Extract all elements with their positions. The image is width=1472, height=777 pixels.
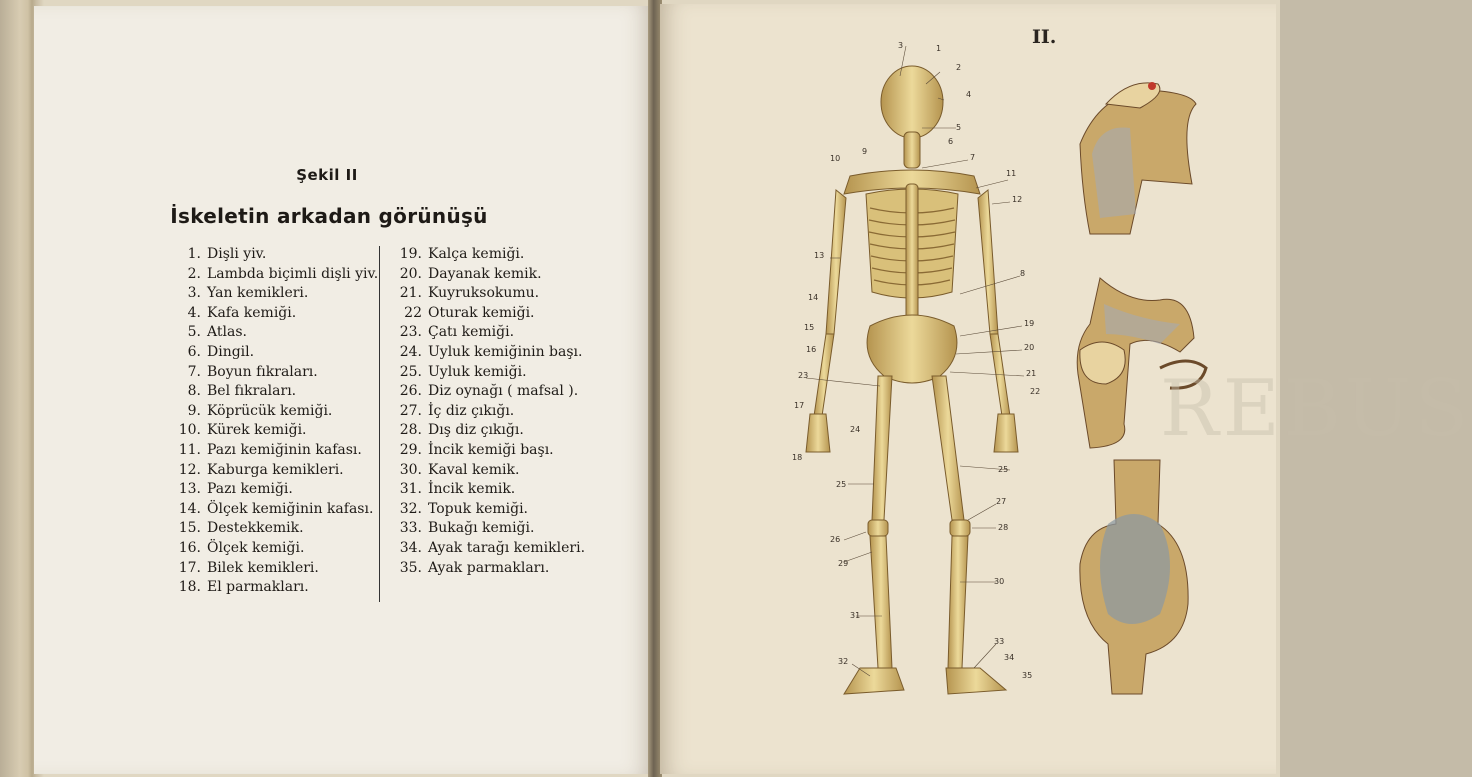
callout-label: 21: [1026, 369, 1037, 378]
callout-label: 2: [956, 63, 962, 72]
callout-label: 13: [814, 251, 825, 260]
legend-item: [386, 382, 585, 402]
left-forearm: [814, 334, 834, 416]
legend-text: İç diz çıkığı.: [428, 402, 515, 419]
legend-item: [386, 363, 585, 383]
legend-text: Uyluk kemiği.: [428, 363, 527, 380]
legend-number: 2.: [187, 265, 201, 282]
legend-number: 10.: [178, 422, 201, 439]
callout-label: 28: [998, 523, 1009, 532]
legend-item: [146, 402, 378, 422]
knee-joint-illustration: [1080, 460, 1188, 694]
legend-item: [386, 559, 585, 579]
callout-label: 10: [830, 154, 841, 163]
legend-item: [146, 421, 378, 441]
legend-number: 33.: [399, 520, 422, 537]
legend-item: [386, 304, 585, 324]
callout-label: 31: [850, 611, 861, 620]
callout-label: 11: [1006, 169, 1017, 178]
left-humerus: [826, 190, 846, 334]
callout-label: 4: [966, 90, 972, 99]
left-foot: [844, 668, 904, 694]
legend-number: 31.: [399, 481, 422, 498]
callout-label: 16: [806, 345, 817, 354]
callout-label: 6: [948, 137, 954, 146]
legend-text: Yan kemikleri.: [207, 285, 309, 302]
legend-item: [146, 245, 378, 265]
legend-number: 18.: [178, 579, 201, 596]
legend-text: Uyluk kemiğinin başı.: [428, 343, 583, 360]
legend-text: Pazı kemiği.: [207, 481, 293, 498]
callout-label: 25: [998, 465, 1009, 474]
right-knee: [950, 520, 970, 536]
legend-number: 35.: [399, 559, 422, 576]
legend-text: Ayak parmakları.: [428, 559, 550, 576]
plate-number: II.: [1032, 26, 1057, 48]
legend-item: [386, 461, 585, 481]
callout-label: 30: [994, 577, 1005, 586]
legend-item: [146, 284, 378, 304]
shoulder-joint-illustration: [1080, 82, 1196, 234]
legend-item: [146, 519, 378, 539]
right-tibia: [948, 536, 968, 668]
legend-number: 7.: [187, 363, 201, 380]
legend-number: 14.: [178, 500, 201, 517]
callout-label: 33: [994, 637, 1005, 646]
legend-text: Çatı kemiği.: [428, 324, 515, 341]
legend-text: El parmakları.: [207, 579, 309, 596]
legend-item: [386, 519, 585, 539]
callout-label: 9: [862, 147, 868, 156]
legend-number: 26.: [399, 383, 422, 400]
legend-item: [146, 304, 378, 324]
spine: [906, 184, 918, 334]
legend-text: Bukağı kemiği.: [428, 520, 535, 537]
legend-text: Ölçek kemiği.: [207, 539, 305, 556]
legend-number: 21.: [399, 285, 422, 302]
skull: [881, 66, 943, 138]
callout-label: 15: [804, 323, 815, 332]
legend-text: Dingil.: [207, 343, 255, 360]
legend-number: 8.: [187, 383, 201, 400]
legend-number: 29.: [399, 441, 422, 458]
left-knee: [868, 520, 888, 536]
legend-item: [146, 441, 378, 461]
callout-label: 12: [1012, 195, 1023, 204]
figure-title: Şekil II: [296, 166, 358, 184]
legend-text: Oturak kemiği.: [428, 304, 535, 321]
legend-item: [146, 265, 378, 285]
callout-label: 25: [836, 480, 847, 489]
legend-number: 15.: [178, 520, 201, 537]
legend-number: 9.: [187, 402, 201, 419]
callout-label: 18: [792, 453, 803, 462]
legend-text: Kalça kemiği.: [428, 246, 525, 262]
left-hand: [806, 414, 830, 452]
legend-item: [386, 245, 585, 265]
legend-text: Lambda biçimli dişli yiv.: [207, 265, 379, 282]
legend-item: [386, 284, 585, 304]
legend-number: 20.: [399, 265, 422, 282]
legend-number: 25.: [399, 363, 422, 380]
legend-item: [146, 480, 378, 500]
legend-item: [146, 578, 378, 598]
callout-label: 22: [1030, 387, 1041, 396]
legend-item: [146, 539, 378, 559]
watermark: REBUS: [1160, 364, 1472, 454]
legend-item: [146, 323, 378, 343]
left-tibia: [870, 536, 892, 668]
legend-item: [386, 402, 585, 422]
legend-text: Dayanak kemik.: [428, 265, 542, 282]
callout-label: 17: [794, 401, 805, 410]
legend-item: [386, 343, 585, 363]
legend-text: Kaburga kemikleri.: [207, 461, 344, 478]
legend-item: [386, 480, 585, 500]
legend-number: 28.: [399, 422, 422, 439]
legend-text: İncik kemiği başı.: [428, 441, 554, 458]
legend-item: [386, 441, 585, 461]
legend-number: 17.: [178, 559, 201, 576]
callout-label: 29: [838, 559, 849, 568]
legend-number: 5.: [187, 324, 201, 341]
legend-item: [386, 265, 585, 285]
callout-label: 20: [1024, 343, 1035, 352]
callout-label: 23: [798, 371, 809, 380]
pelvis: [867, 315, 957, 383]
legend-text: İncik kemik.: [428, 481, 516, 498]
callout-label: 19: [1024, 319, 1035, 328]
right-page: [660, 4, 1472, 774]
right-femur: [932, 376, 964, 520]
legend-text: Atlas.: [207, 324, 247, 341]
legend-text: Bilek kemikleri.: [207, 559, 319, 576]
callout-label: 14: [808, 293, 819, 302]
right-humerus: [978, 190, 998, 334]
legend-number: 30.: [399, 461, 422, 478]
legend-number: 1.: [187, 246, 201, 262]
legend-item: [386, 421, 585, 441]
legend-number: 3.: [187, 285, 201, 302]
legend-text: Dişli yiv.: [207, 246, 267, 262]
left-femur: [872, 376, 892, 520]
legend-number: 23.: [399, 324, 422, 341]
legend-number: 27.: [399, 402, 422, 419]
legend-item: [386, 539, 585, 559]
legend-text: Destekkemik.: [207, 520, 304, 537]
legend-text: Diz oynağı ( mafsal ).: [428, 383, 579, 400]
legend-text: Kafa kemiği.: [207, 304, 297, 321]
legend-item: [146, 343, 378, 363]
cervical-spine: [904, 132, 920, 168]
callout-label: 24: [850, 425, 861, 434]
legend-number: 19.: [399, 246, 422, 262]
right-foot: [946, 668, 1006, 694]
callout-label: 1: [936, 44, 942, 53]
page-subtitle: İskeletin arkadan görünüşü: [170, 204, 488, 228]
legend-number: 4.: [187, 304, 201, 321]
legend-number: 16.: [178, 539, 201, 556]
legend-item: [146, 559, 378, 579]
callout-label: 35: [1022, 671, 1033, 680]
legend-number: 12.: [178, 461, 201, 478]
legend-text: Boyun fıkraları.: [207, 363, 318, 380]
legend-number: 22: [404, 304, 422, 321]
legend-number: 32.: [399, 500, 422, 517]
legend-text: Pazı kemiğinin kafası.: [207, 441, 362, 458]
legend-text: Kürek kemiği.: [207, 422, 307, 439]
column-divider: [379, 246, 380, 602]
legend-text: Bel fıkraları.: [207, 383, 297, 400]
legend-number: 24.: [399, 343, 422, 360]
legend-item: [146, 382, 378, 402]
legend-item: [146, 363, 378, 383]
callout-label: 3: [898, 41, 904, 50]
legend-item: [386, 500, 585, 520]
callout-label: 34: [1004, 653, 1015, 662]
legend-text: Ölçek kemiğinin kafası.: [207, 500, 374, 517]
callout-label: 5: [956, 123, 962, 132]
legend-number: 34.: [399, 539, 422, 556]
callout-label: 27: [996, 497, 1007, 506]
legend-number: 13.: [178, 481, 201, 498]
right-hand: [994, 414, 1018, 452]
callout-label: 26: [830, 535, 841, 544]
legend-number: 11.: [178, 441, 201, 458]
legend-item: [146, 461, 378, 481]
legend-text: Kuyruksokumu.: [428, 285, 540, 302]
legend-column-1: [146, 245, 378, 598]
legend-text: Köprücük kemiği.: [207, 402, 333, 419]
legend-item: [386, 323, 585, 343]
callout-label: 32: [838, 657, 849, 666]
legend-text: Ayak tarağı kemikleri.: [428, 539, 586, 556]
callout-label: 7: [970, 153, 976, 162]
callout-label: 8: [1020, 269, 1026, 278]
legend-text: Kaval kemik.: [428, 461, 520, 478]
legend-text: Dış diz çıkığı.: [428, 422, 524, 439]
legend-text: Topuk kemiği.: [428, 500, 529, 517]
legend-number: 6.: [187, 343, 201, 360]
legend-item: [146, 500, 378, 520]
legend-column-2: [386, 245, 585, 578]
left-page: [34, 6, 652, 774]
